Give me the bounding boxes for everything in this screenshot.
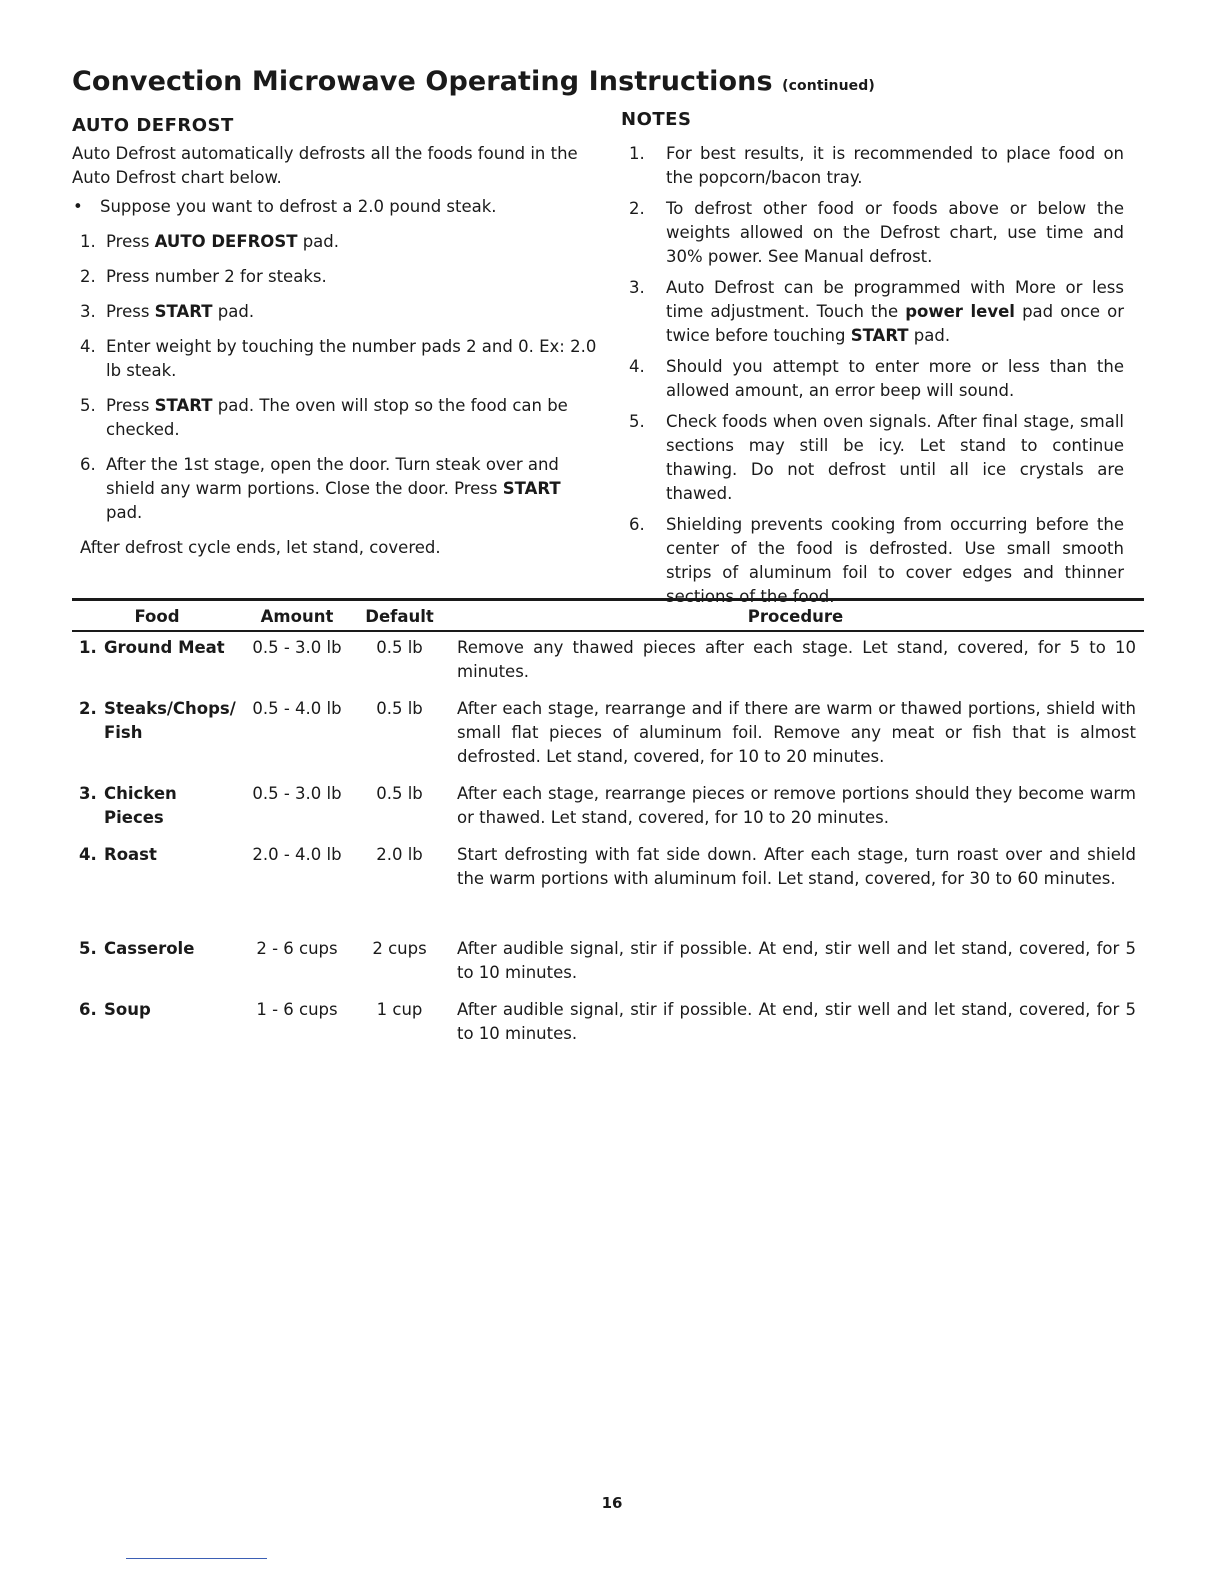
default-cell: 2 cups xyxy=(372,939,427,958)
step-item xyxy=(72,453,600,525)
bullet-mark: • xyxy=(73,197,83,216)
food-cell xyxy=(72,839,242,900)
step-number: 3. xyxy=(80,302,96,321)
note-text: Shielding prevents cooking from occurring before the center of the food is defrosted. Use small smooth strips of aluminum foil to cover edges and thinner sections of the food. xyxy=(666,515,1124,606)
food-name: Steaks/Chops/ Fish xyxy=(104,699,236,742)
note-text: Should you attempt to enter more or less than the allowed amount, an error beep will sound. xyxy=(666,357,1124,400)
procedure-cell: Start defrosting with fat side down. After each stage, turn roast over and shield the warm portions with aluminum foil. Let stand, covered, for 30 to 60 minutes. xyxy=(457,845,1136,888)
header-food: Food xyxy=(72,600,242,632)
header-procedure: Procedure xyxy=(447,600,1144,632)
procedure-cell: After each stage, rearrange and if there are warm or thawed portions, shield with small flat pieces of aluminum foil. Remove any meat or fish that is almost defrosted. Let stand, covered, for 10 to 20 minutes. xyxy=(457,699,1136,766)
note-number: 3. xyxy=(629,278,645,297)
step-text: Press xyxy=(106,396,155,415)
procedure-cell: After each stage, rearrange pieces or remove portions should they become warm or thawed. Let stand, covered, for 10 to 20 minutes. xyxy=(457,784,1136,827)
amount-cell: 0.5 - 3.0 lb xyxy=(252,638,342,657)
note-item xyxy=(621,410,1124,506)
food-name: Ground Meat xyxy=(104,638,225,657)
default-cell: 2.0 lb xyxy=(376,845,423,864)
amount-cell: 1 - 6 cups xyxy=(256,1000,338,1019)
note-number: 4. xyxy=(629,357,645,376)
step-bold: AUTO DEFROST xyxy=(154,232,298,251)
procedure-cell: After audible signal, stir if possible. At end, stir well and let stand, covered, for 5 to 10 minutes. xyxy=(457,1000,1136,1043)
food-number: 6. xyxy=(79,1000,97,1019)
step-number: 1. xyxy=(80,232,96,251)
step-number: 5. xyxy=(80,396,96,415)
bullet-text: Suppose you want to defrost a 2.0 pound steak. xyxy=(100,197,497,216)
auto-defrost-steps xyxy=(72,230,600,525)
step-text: Press xyxy=(106,232,155,251)
note-text: For best results, it is recommended to place food on the popcorn/bacon tray. xyxy=(666,144,1124,187)
note-number: 1. xyxy=(629,144,645,163)
procedure-cell: After audible signal, stir if possible. At end, stir well and let stand, covered, for 5 to 10 minutes. xyxy=(457,939,1136,982)
default-cell: 1 cup xyxy=(376,1000,423,1019)
step-text: Press number 2 for steaks. xyxy=(106,267,327,286)
amount-cell: 0.5 - 4.0 lb xyxy=(252,699,342,718)
note-item xyxy=(621,142,1124,190)
note-item xyxy=(621,276,1124,348)
step-text-end: pad. xyxy=(297,232,340,251)
note-text-mid: pad once or twice before touching xyxy=(666,302,1124,345)
example-bullet xyxy=(72,195,600,219)
note-text: To defrost other food or foods above or below the weights allowed on the Defrost chart, use time and 30% power. See Manual defrost. xyxy=(666,199,1124,266)
notes-list xyxy=(621,142,1124,609)
step-item xyxy=(72,394,600,442)
note-text: Check foods when oven signals. After final stage, small sections may still be icy. Let stand to continue thawing. Do not defrost until all ice crystals are thawed. xyxy=(666,412,1124,503)
food-name: Roast xyxy=(104,845,157,864)
step-item xyxy=(72,265,600,289)
step-item xyxy=(72,300,600,324)
note-item xyxy=(621,197,1124,269)
default-cell: 0.5 lb xyxy=(376,784,423,803)
auto-defrost-chart xyxy=(72,598,1144,1055)
food-number: 2. xyxy=(79,699,97,718)
footer-divider xyxy=(126,1558,267,1559)
page-title-suffix: (continued) xyxy=(782,78,875,94)
food-name: Chicken Pieces xyxy=(104,784,177,827)
step-bold: START xyxy=(154,302,213,321)
food-number: 5. xyxy=(79,939,97,958)
amount-cell: 2.0 - 4.0 lb xyxy=(252,845,342,864)
step-text: Enter weight by touching the number pads 2 and 0. Ex: 2.0 lb steak. xyxy=(106,337,597,380)
page-title xyxy=(72,66,875,97)
auto-defrost-heading: AUTO DEFROST xyxy=(72,115,234,136)
food-name: Soup xyxy=(104,1000,151,1019)
food-cell xyxy=(72,631,242,693)
table-row xyxy=(72,693,1144,778)
step-number: 4. xyxy=(80,337,96,356)
step-number: 6. xyxy=(80,455,96,474)
note-text: Auto Defrost can be programmed with More or less time adjustment. Touch the xyxy=(666,278,1124,321)
step-bold: START xyxy=(154,396,213,415)
chart-header-row xyxy=(72,600,1144,632)
page-title-text: Convection Microwave Operating Instructions xyxy=(72,66,773,97)
amount-cell: 2 - 6 cups xyxy=(256,939,338,958)
step-text-end: pad. The oven will stop so the food can be checked. xyxy=(106,396,568,439)
note-bold: power level xyxy=(905,302,1015,321)
food-cell xyxy=(72,778,242,839)
step-text: After the 1st stage, open the door. Turn steak over and shield any warm portions. Close the door. Press xyxy=(106,455,559,498)
step-item xyxy=(72,335,600,383)
note-text-end: pad. xyxy=(908,326,951,345)
note-number: 6. xyxy=(629,515,645,534)
food-number: 3. xyxy=(79,784,97,803)
note-bold-2: START xyxy=(850,326,909,345)
table-row xyxy=(72,839,1144,900)
notes-heading: NOTES xyxy=(621,109,692,130)
header-default: Default xyxy=(352,600,447,632)
note-item xyxy=(621,355,1124,403)
auto-defrost-intro: Auto Defrost automatically defrosts all the foods found in the Auto Defrost chart below. xyxy=(72,144,578,187)
procedure-cell: Remove any thawed pieces after each stage. Let stand, covered, for 5 to 10 minutes. xyxy=(457,638,1136,681)
food-number: 4. xyxy=(79,845,97,864)
step-text-end: pad. xyxy=(106,503,143,522)
page-number: 16 xyxy=(601,1494,623,1512)
food-cell xyxy=(72,693,242,778)
step-item xyxy=(72,230,600,254)
step-number: 2. xyxy=(80,267,96,286)
food-name: Casserole xyxy=(104,939,195,958)
auto-defrost-section xyxy=(72,114,600,560)
note-number: 5. xyxy=(629,412,645,431)
after-defrost-text: After defrost cycle ends, let stand, covered. xyxy=(80,538,441,557)
header-amount: Amount xyxy=(242,600,352,632)
step-text-end: pad. xyxy=(212,302,255,321)
food-number: 1. xyxy=(79,638,97,657)
table-row xyxy=(72,778,1144,839)
default-cell: 0.5 lb xyxy=(376,638,423,657)
amount-cell: 0.5 - 3.0 lb xyxy=(252,784,342,803)
notes-section xyxy=(621,108,1124,616)
table-row xyxy=(72,631,1144,693)
note-number: 2. xyxy=(629,199,645,218)
food-cell xyxy=(72,994,242,1055)
step-bold: START xyxy=(502,479,561,498)
table-row xyxy=(72,900,1144,994)
food-cell xyxy=(72,900,242,994)
table-row xyxy=(72,994,1144,1055)
default-cell: 0.5 lb xyxy=(376,699,423,718)
note-item xyxy=(621,513,1124,609)
step-text: Press xyxy=(106,302,155,321)
